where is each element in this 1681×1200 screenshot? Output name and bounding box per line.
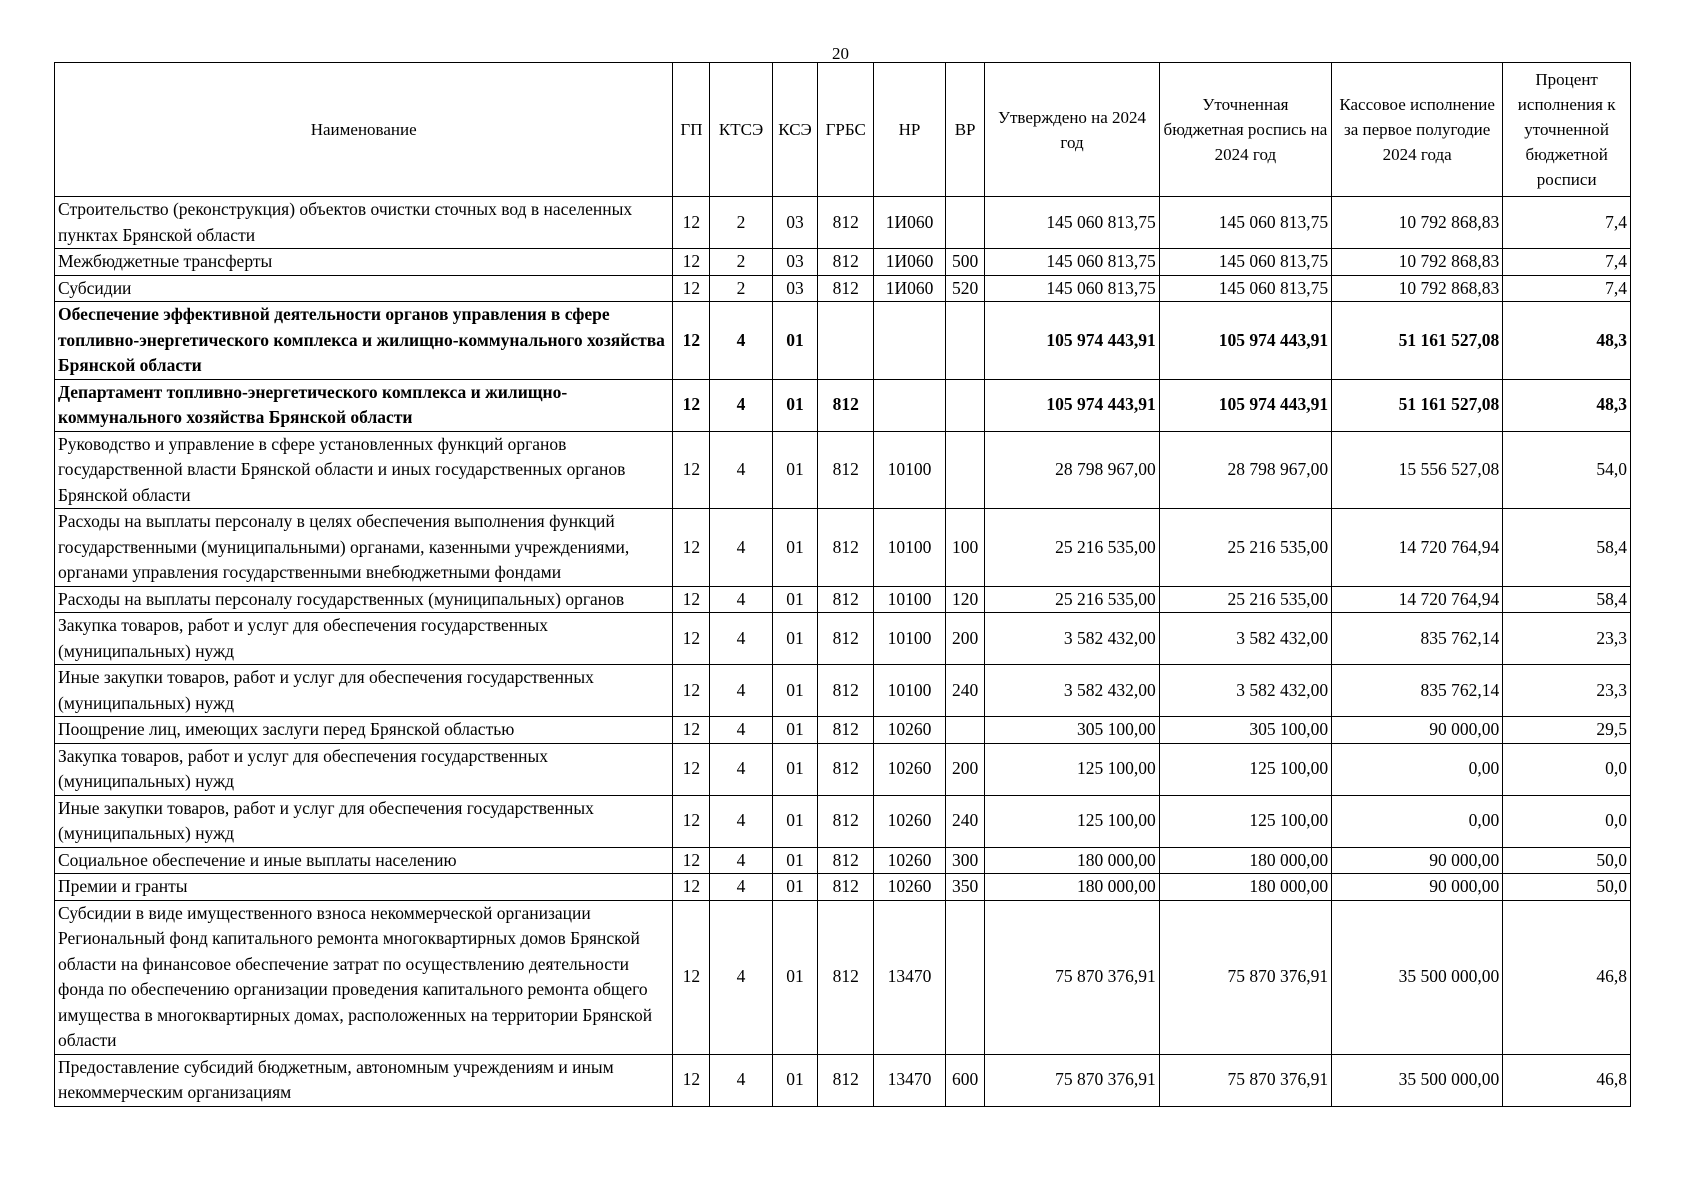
cell-name: Предоставление субсидий бюджетным, автономным учреждениям и иным некоммерческим организациям xyxy=(55,1054,673,1106)
cell-vr xyxy=(946,717,985,744)
cell-vr: 600 xyxy=(946,1054,985,1106)
cell-executed: 14 720 764,94 xyxy=(1332,509,1503,587)
cell-executed: 90 000,00 xyxy=(1332,874,1503,901)
table-row xyxy=(55,275,1631,302)
table-row xyxy=(55,302,1631,380)
cell-gp: 12 xyxy=(673,874,710,901)
table-row xyxy=(55,613,1631,665)
cell-ktse: 4 xyxy=(710,1054,772,1106)
cell-kse: 01 xyxy=(772,795,818,847)
cell-grbs: 812 xyxy=(818,1054,874,1106)
cell-executed: 35 500 000,00 xyxy=(1332,1054,1503,1106)
cell-approved: 145 060 813,75 xyxy=(985,197,1160,249)
cell-name: Обеспечение эффективной деятельности органов управления в сфере топливно-энергетического комплекса и жилищно-коммунального хозяйства Брянской области xyxy=(55,302,673,380)
cell-executed: 90 000,00 xyxy=(1332,717,1503,744)
cell-grbs: 812 xyxy=(818,275,874,302)
cell-ktse: 2 xyxy=(710,275,772,302)
cell-approved: 75 870 376,91 xyxy=(985,900,1160,1054)
column-header-gp: ГП xyxy=(673,63,710,197)
cell-vr: 120 xyxy=(946,586,985,613)
cell-approved: 3 582 432,00 xyxy=(985,665,1160,717)
cell-nr: 10100 xyxy=(874,586,946,613)
cell-grbs: 812 xyxy=(818,249,874,276)
cell-grbs: 812 xyxy=(818,509,874,587)
cell-approved: 75 870 376,91 xyxy=(985,1054,1160,1106)
cell-nr: 10100 xyxy=(874,431,946,509)
cell-ktse: 4 xyxy=(710,795,772,847)
cell-executed: 51 161 527,08 xyxy=(1332,379,1503,431)
cell-gp: 12 xyxy=(673,197,710,249)
cell-approved: 125 100,00 xyxy=(985,795,1160,847)
cell-gp: 12 xyxy=(673,431,710,509)
cell-name: Закупка товаров, работ и услуг для обеспечения государственных (муниципальных) нужд xyxy=(55,743,673,795)
cell-nr: 10260 xyxy=(874,743,946,795)
cell-vr: 350 xyxy=(946,874,985,901)
cell-kse: 03 xyxy=(772,197,818,249)
cell-executed: 51 161 527,08 xyxy=(1332,302,1503,380)
table-row xyxy=(55,431,1631,509)
cell-nr xyxy=(874,302,946,380)
cell-ktse: 4 xyxy=(710,509,772,587)
budget-execution-table xyxy=(54,62,1631,1107)
cell-refined: 180 000,00 xyxy=(1159,874,1331,901)
cell-nr xyxy=(874,379,946,431)
cell-name: Иные закупки товаров, работ и услуг для обеспечения государственных (муниципальных) нужд xyxy=(55,665,673,717)
table-row xyxy=(55,197,1631,249)
cell-kse: 01 xyxy=(772,509,818,587)
cell-kse: 01 xyxy=(772,743,818,795)
cell-approved: 3 582 432,00 xyxy=(985,613,1160,665)
cell-nr: 1И060 xyxy=(874,249,946,276)
cell-ktse: 4 xyxy=(710,743,772,795)
column-header-percent: Процент исполнения к уточненной бюджетной росписи xyxy=(1503,63,1631,197)
cell-executed: 14 720 764,94 xyxy=(1332,586,1503,613)
cell-percent: 7,4 xyxy=(1503,197,1631,249)
cell-percent: 58,4 xyxy=(1503,509,1631,587)
cell-approved: 105 974 443,91 xyxy=(985,302,1160,380)
cell-refined: 25 216 535,00 xyxy=(1159,586,1331,613)
cell-refined: 305 100,00 xyxy=(1159,717,1331,744)
cell-kse: 01 xyxy=(772,379,818,431)
table-header-row xyxy=(55,63,1631,197)
cell-name: Руководство и управление в сфере установленных функций органов государственной власти Брянской области и иных государственных органов Брянской области xyxy=(55,431,673,509)
cell-gp: 12 xyxy=(673,275,710,302)
cell-name: Поощрение лиц, имеющих заслуги перед Брянской областью xyxy=(55,717,673,744)
column-header-vr: ВР xyxy=(946,63,985,197)
cell-ktse: 4 xyxy=(710,717,772,744)
table-row xyxy=(55,509,1631,587)
cell-executed: 90 000,00 xyxy=(1332,847,1503,874)
table-row xyxy=(55,249,1631,276)
cell-approved: 25 216 535,00 xyxy=(985,586,1160,613)
cell-kse: 01 xyxy=(772,302,818,380)
cell-vr xyxy=(946,197,985,249)
cell-nr: 13470 xyxy=(874,900,946,1054)
cell-name: Расходы на выплаты персоналу в целях обеспечения выполнения функций государственными (муниципальными) органами, казенными учреждениями, органами управления государственными внебюджетными фондами xyxy=(55,509,673,587)
cell-executed: 835 762,14 xyxy=(1332,613,1503,665)
cell-gp: 12 xyxy=(673,900,710,1054)
cell-grbs xyxy=(818,302,874,380)
cell-refined: 105 974 443,91 xyxy=(1159,379,1331,431)
cell-percent: 50,0 xyxy=(1503,874,1631,901)
cell-vr: 100 xyxy=(946,509,985,587)
cell-ktse: 4 xyxy=(710,900,772,1054)
cell-name: Субсидии xyxy=(55,275,673,302)
cell-vr xyxy=(946,302,985,380)
cell-approved: 305 100,00 xyxy=(985,717,1160,744)
cell-ktse: 4 xyxy=(710,379,772,431)
cell-refined: 3 582 432,00 xyxy=(1159,665,1331,717)
cell-kse: 03 xyxy=(772,249,818,276)
table-row xyxy=(55,795,1631,847)
cell-approved: 145 060 813,75 xyxy=(985,275,1160,302)
cell-approved: 25 216 535,00 xyxy=(985,509,1160,587)
cell-percent: 54,0 xyxy=(1503,431,1631,509)
page-number: 20 xyxy=(832,44,849,63)
table-row xyxy=(55,586,1631,613)
cell-vr: 520 xyxy=(946,275,985,302)
cell-gp: 12 xyxy=(673,302,710,380)
cell-approved: 105 974 443,91 xyxy=(985,379,1160,431)
cell-nr: 1И060 xyxy=(874,275,946,302)
cell-refined: 145 060 813,75 xyxy=(1159,249,1331,276)
cell-executed: 10 792 868,83 xyxy=(1332,275,1503,302)
cell-refined: 125 100,00 xyxy=(1159,743,1331,795)
cell-nr: 10100 xyxy=(874,613,946,665)
cell-gp: 12 xyxy=(673,586,710,613)
cell-refined: 3 582 432,00 xyxy=(1159,613,1331,665)
cell-nr: 10260 xyxy=(874,795,946,847)
cell-gp: 12 xyxy=(673,795,710,847)
cell-percent: 0,0 xyxy=(1503,795,1631,847)
cell-gp: 12 xyxy=(673,665,710,717)
cell-name: Закупка товаров, работ и услуг для обеспечения государственных (муниципальных) нужд xyxy=(55,613,673,665)
cell-grbs: 812 xyxy=(818,847,874,874)
cell-ktse: 4 xyxy=(710,302,772,380)
cell-vr: 240 xyxy=(946,795,985,847)
cell-name: Межбюджетные трансферты xyxy=(55,249,673,276)
cell-refined: 145 060 813,75 xyxy=(1159,275,1331,302)
column-header-ktse: КТСЭ xyxy=(710,63,772,197)
cell-kse: 03 xyxy=(772,275,818,302)
table-row xyxy=(55,743,1631,795)
column-header-executed: Кассовое исполнение за первое полугодие 2024 года xyxy=(1332,63,1503,197)
cell-refined: 145 060 813,75 xyxy=(1159,197,1331,249)
cell-vr: 500 xyxy=(946,249,985,276)
cell-vr: 300 xyxy=(946,847,985,874)
cell-percent: 7,4 xyxy=(1503,275,1631,302)
cell-kse: 01 xyxy=(772,874,818,901)
cell-kse: 01 xyxy=(772,1054,818,1106)
table-row xyxy=(55,717,1631,744)
table-row xyxy=(55,900,1631,1054)
cell-grbs: 812 xyxy=(818,613,874,665)
cell-grbs: 812 xyxy=(818,665,874,717)
cell-grbs: 812 xyxy=(818,717,874,744)
cell-nr: 10260 xyxy=(874,847,946,874)
cell-executed: 10 792 868,83 xyxy=(1332,197,1503,249)
cell-percent: 50,0 xyxy=(1503,847,1631,874)
cell-name: Субсидии в виде имущественного взноса некоммерческой организации Региональный фонд капитального ремонта многоквартирных домов Брянской области на финансовое обеспечение затрат по осуществлению деятельности фонда по обеспечению организации проведения капитального ремонта общего имущества в многоквартирных домах, расположенных на территории Брянской области xyxy=(55,900,673,1054)
table-row xyxy=(55,1054,1631,1106)
cell-kse: 01 xyxy=(772,847,818,874)
cell-refined: 75 870 376,91 xyxy=(1159,1054,1331,1106)
cell-executed: 35 500 000,00 xyxy=(1332,900,1503,1054)
cell-name: Иные закупки товаров, работ и услуг для обеспечения государственных (муниципальных) нужд xyxy=(55,795,673,847)
cell-name: Социальное обеспечение и иные выплаты населению xyxy=(55,847,673,874)
cell-percent: 0,0 xyxy=(1503,743,1631,795)
cell-executed: 10 792 868,83 xyxy=(1332,249,1503,276)
cell-ktse: 4 xyxy=(710,586,772,613)
cell-percent: 46,8 xyxy=(1503,900,1631,1054)
cell-refined: 28 798 967,00 xyxy=(1159,431,1331,509)
cell-gp: 12 xyxy=(673,509,710,587)
cell-nr: 10260 xyxy=(874,717,946,744)
cell-percent: 48,3 xyxy=(1503,302,1631,380)
cell-ktse: 4 xyxy=(710,431,772,509)
column-header-refined: Уточненная бюджетная роспись на 2024 год xyxy=(1159,63,1331,197)
column-header-name: Наименование xyxy=(55,63,673,197)
table-row xyxy=(55,874,1631,901)
table-row xyxy=(55,847,1631,874)
cell-gp: 12 xyxy=(673,613,710,665)
cell-nr: 10100 xyxy=(874,665,946,717)
column-header-nr: НР xyxy=(874,63,946,197)
cell-gp: 12 xyxy=(673,847,710,874)
cell-grbs: 812 xyxy=(818,197,874,249)
cell-kse: 01 xyxy=(772,717,818,744)
cell-name: Премии и гранты xyxy=(55,874,673,901)
cell-grbs: 812 xyxy=(818,379,874,431)
cell-gp: 12 xyxy=(673,1054,710,1106)
cell-approved: 145 060 813,75 xyxy=(985,249,1160,276)
cell-grbs: 812 xyxy=(818,795,874,847)
cell-vr xyxy=(946,431,985,509)
cell-executed: 15 556 527,08 xyxy=(1332,431,1503,509)
cell-vr: 240 xyxy=(946,665,985,717)
cell-kse: 01 xyxy=(772,665,818,717)
cell-ktse: 2 xyxy=(710,197,772,249)
cell-nr: 10100 xyxy=(874,509,946,587)
cell-ktse: 4 xyxy=(710,613,772,665)
table-row xyxy=(55,665,1631,717)
cell-approved: 125 100,00 xyxy=(985,743,1160,795)
cell-refined: 125 100,00 xyxy=(1159,795,1331,847)
cell-ktse: 4 xyxy=(710,874,772,901)
cell-grbs: 812 xyxy=(818,874,874,901)
cell-approved: 28 798 967,00 xyxy=(985,431,1160,509)
cell-executed: 835 762,14 xyxy=(1332,665,1503,717)
cell-percent: 58,4 xyxy=(1503,586,1631,613)
cell-refined: 25 216 535,00 xyxy=(1159,509,1331,587)
cell-vr: 200 xyxy=(946,613,985,665)
cell-percent: 7,4 xyxy=(1503,249,1631,276)
cell-refined: 75 870 376,91 xyxy=(1159,900,1331,1054)
cell-kse: 01 xyxy=(772,900,818,1054)
cell-approved: 180 000,00 xyxy=(985,874,1160,901)
table-row xyxy=(55,379,1631,431)
cell-percent: 48,3 xyxy=(1503,379,1631,431)
cell-grbs: 812 xyxy=(818,586,874,613)
cell-nr: 10260 xyxy=(874,874,946,901)
cell-vr xyxy=(946,379,985,431)
cell-grbs: 812 xyxy=(818,900,874,1054)
cell-gp: 12 xyxy=(673,379,710,431)
cell-refined: 105 974 443,91 xyxy=(1159,302,1331,380)
cell-gp: 12 xyxy=(673,249,710,276)
cell-percent: 46,8 xyxy=(1503,1054,1631,1106)
cell-gp: 12 xyxy=(673,743,710,795)
column-header-kse: КСЭ xyxy=(772,63,818,197)
cell-percent: 23,3 xyxy=(1503,665,1631,717)
cell-ktse: 2 xyxy=(710,249,772,276)
cell-kse: 01 xyxy=(772,431,818,509)
cell-grbs: 812 xyxy=(818,431,874,509)
cell-nr: 1И060 xyxy=(874,197,946,249)
cell-percent: 29,5 xyxy=(1503,717,1631,744)
column-header-grbs: ГРБС xyxy=(818,63,874,197)
cell-gp: 12 xyxy=(673,717,710,744)
cell-kse: 01 xyxy=(772,586,818,613)
cell-nr: 13470 xyxy=(874,1054,946,1106)
cell-executed: 0,00 xyxy=(1332,743,1503,795)
cell-ktse: 4 xyxy=(710,665,772,717)
table-body xyxy=(55,197,1631,1107)
cell-grbs: 812 xyxy=(818,743,874,795)
cell-vr xyxy=(946,900,985,1054)
cell-name: Департамент топливно-энергетического комплекса и жилищно-коммунального хозяйства Брянской области xyxy=(55,379,673,431)
cell-vr: 200 xyxy=(946,743,985,795)
cell-refined: 180 000,00 xyxy=(1159,847,1331,874)
cell-percent: 23,3 xyxy=(1503,613,1631,665)
cell-name: Расходы на выплаты персоналу государственных (муниципальных) органов xyxy=(55,586,673,613)
cell-executed: 0,00 xyxy=(1332,795,1503,847)
column-header-approved: Утверждено на 2024 год xyxy=(985,63,1160,197)
cell-name: Строительство (реконструкция) объектов очистки сточных вод в населенных пунктах Брянской области xyxy=(55,197,673,249)
cell-ktse: 4 xyxy=(710,847,772,874)
cell-kse: 01 xyxy=(772,613,818,665)
cell-approved: 180 000,00 xyxy=(985,847,1160,874)
